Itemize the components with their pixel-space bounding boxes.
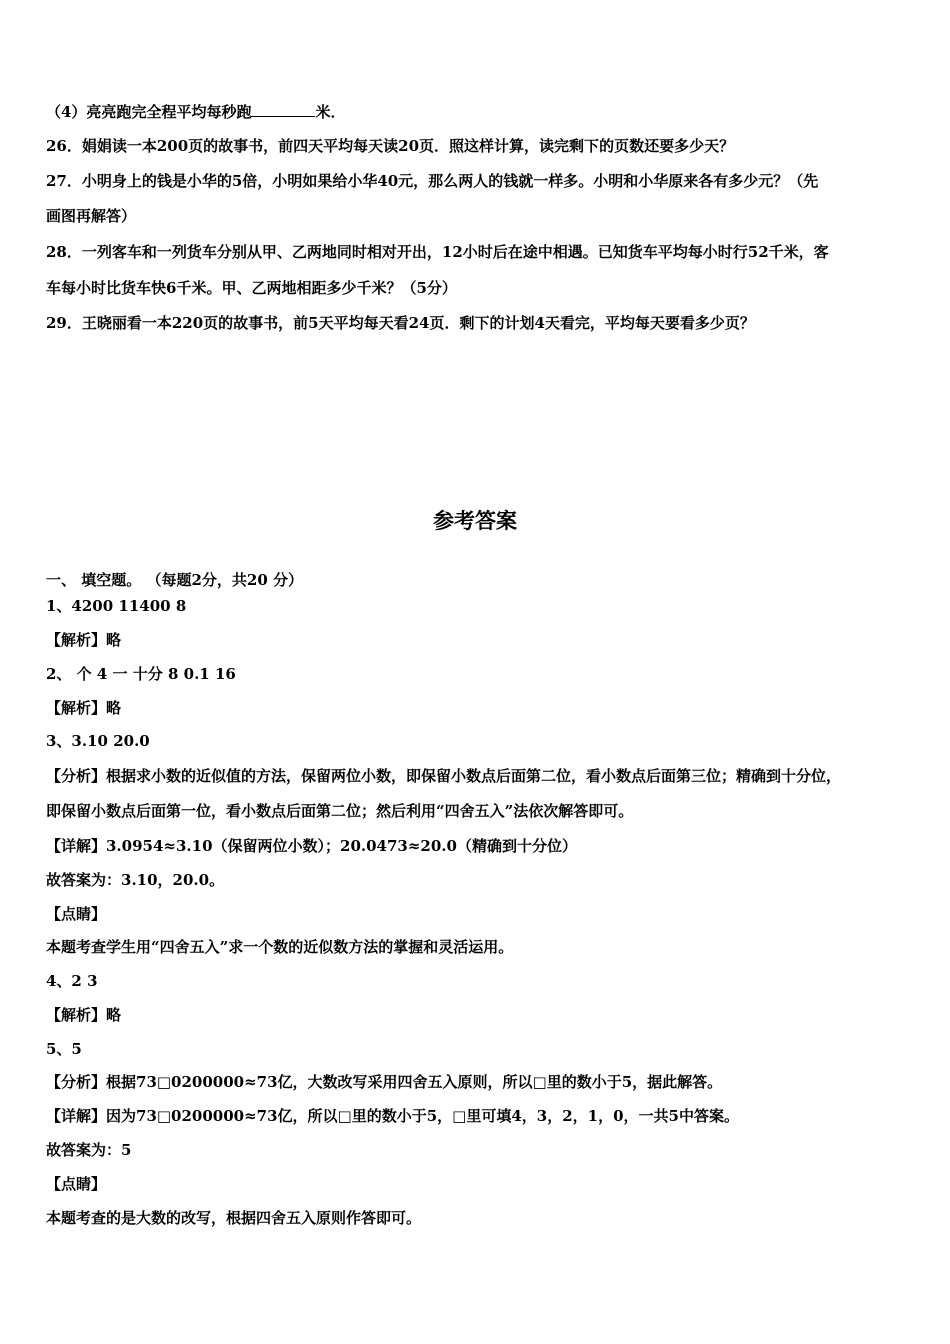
answer-5-analysis: 【分析】根据73□0200000≈73亿，大数改写采用四舍五入原则，所以□里的数小于5，据此解答。 xyxy=(46,1073,723,1091)
answer-2: 2、 个 4 一 十分 8 0.1 16 xyxy=(46,665,236,683)
answer-3-analysis-line-2: 即保留小数点后面第一位，看小数点后面第二位；然后利用“四舍五入”法依次解答即可。 xyxy=(46,802,634,820)
question-27-line-1: 27．小明身上的钱是小华的5倍，小明如果给小华40元，那么两人的钱就一样多。小明和小华原来各有多少元？（先 xyxy=(46,172,819,190)
question-29: 29．王晓丽看一本220页的故事书，前5天平均每天看24页．剩下的计划4天看完，平均每天要看多少页？ xyxy=(46,314,755,332)
question-25-4-suffix: 米． xyxy=(315,103,346,121)
question-25-4-prefix: （4）亮亮跑完全程平均每秒跑 xyxy=(46,103,252,121)
section-heading: 一、 填空题。 （每题2分，共20 分） xyxy=(46,571,303,589)
question-25-4 xyxy=(46,102,920,122)
answer-3: 3、3.10 20.0 xyxy=(46,732,150,750)
answer-3-analysis-line-1: 【分析】根据求小数的近似值的方法，保留两位小数，即保留小数点后面第二位，看小数点后面第三位；精确到十分位， xyxy=(46,767,842,785)
question-26: 26．娟娟读一本200页的故事书，前四天平均每天读20页．照这样计算，读完剩下的页数还要多少天？ xyxy=(46,137,735,155)
answer-5-detail: 【详解】因为73□0200000≈73亿，所以□里的数小于5，□里可填4，3，2，1，0，一共5中答案。 xyxy=(46,1107,739,1125)
answer-4-analysis: 【解析】略 xyxy=(46,1006,122,1024)
answer-3-result: 故答案为：3.10，20.0。 xyxy=(46,871,225,889)
answer-blank xyxy=(251,102,315,117)
answers-title: 参考答案 xyxy=(433,508,517,533)
answer-5-comment: 本题考查的是大数的改写，根据四舍五入原则作答即可。 xyxy=(46,1209,422,1227)
answer-5: 5、5 xyxy=(46,1040,82,1058)
answer-1-analysis: 【解析】略 xyxy=(46,631,122,649)
answer-5-result: 故答案为：5 xyxy=(46,1141,132,1159)
answer-2-analysis: 【解析】略 xyxy=(46,699,122,717)
question-28-line-2: 车每小时比货车快6千米。甲、乙两地相距多少千米？（5分） xyxy=(46,279,457,297)
question-28-line-1: 28．一列客车和一列货车分别从甲、乙两地同时相对开出，12小时后在途中相遇。已知货车平均每小时行52千米，客 xyxy=(46,243,829,261)
question-27-line-2: 画图再解答） xyxy=(46,207,137,225)
answer-1: 1、4200 11400 8 xyxy=(46,597,187,615)
answer-3-comment: 本题考查学生用“四舍五入”求一个数的近似数方法的掌握和灵活运用。 xyxy=(46,938,514,956)
answer-5-comment-label: 【点睛】 xyxy=(46,1175,107,1193)
answer-3-comment-label: 【点睛】 xyxy=(46,905,107,923)
answer-4: 4、2 3 xyxy=(46,972,98,990)
answer-3-detail: 【详解】3.0954≈3.10（保留两位小数）；20.0473≈20.0（精确到十分位） xyxy=(46,837,577,855)
